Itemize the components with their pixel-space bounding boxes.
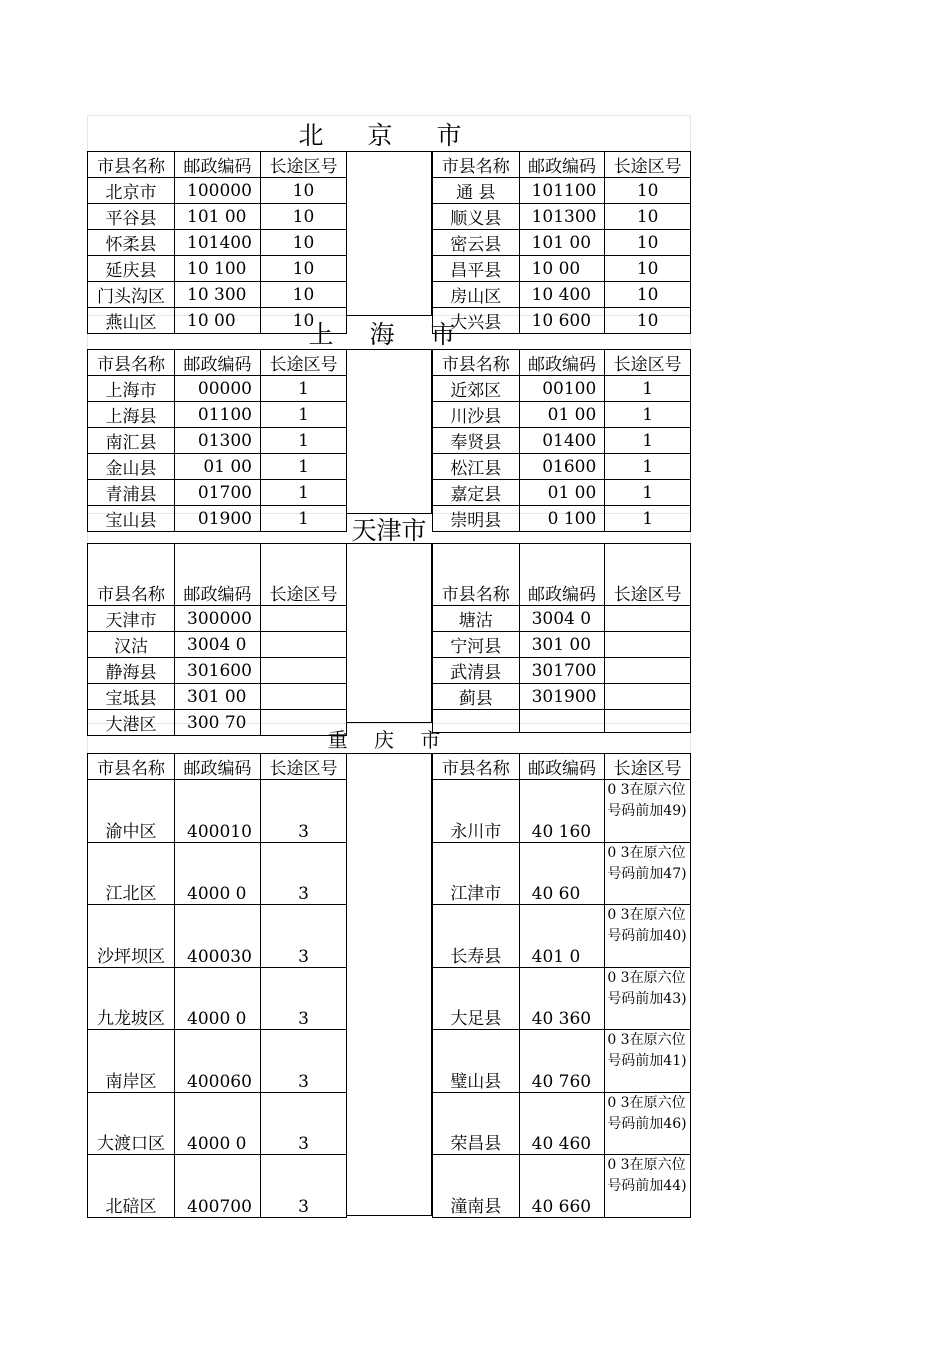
area-name-cell: 密云县 — [433, 230, 520, 256]
postal-code-cell: 401 0 — [519, 905, 605, 968]
beijing-left-table — [87, 151, 347, 334]
area-name-cell: 川沙县 — [433, 402, 520, 428]
header-row — [88, 152, 347, 178]
postal-code-cell: 3004 0 — [519, 606, 605, 632]
area-code-cell: 0 3在原六位号码前加41) — [605, 1030, 691, 1093]
table-row — [433, 1155, 691, 1218]
table-row — [433, 710, 691, 733]
table-row — [433, 606, 691, 632]
postal-code-cell: 0 100 — [519, 506, 605, 532]
area-code-cell — [605, 632, 691, 658]
area-name-cell: 璧山县 — [433, 1030, 520, 1093]
column-header: 市县名称 — [433, 152, 520, 178]
postal-code-cell: 40 360 — [519, 967, 605, 1030]
area-name-cell: 宝山县 — [88, 506, 175, 532]
area-code-cell: 0 3在原六位号码前加49) — [605, 780, 691, 843]
area-code-cell: 1 — [261, 454, 347, 480]
postal-code-cell: 301 00 — [175, 684, 261, 710]
beijing-right-table — [432, 151, 691, 334]
area-code-cell: 1 — [261, 428, 347, 454]
postal-code-cell: 400060 — [175, 1030, 261, 1093]
area-name-cell: 江北区 — [88, 842, 175, 905]
postal-code-cell: 400010 — [175, 780, 261, 843]
table-row — [433, 376, 691, 402]
postal-code-cell: 01900 — [175, 506, 261, 532]
postal-code-cell: 01 00 — [175, 454, 261, 480]
area-code-cell: 10 — [605, 204, 691, 230]
area-code-cell — [605, 606, 691, 632]
table-row — [88, 376, 347, 402]
table-row — [433, 905, 691, 968]
postal-code-cell: 01400 — [519, 428, 605, 454]
postal-code-cell: 300000 — [175, 606, 261, 632]
header-row — [88, 754, 347, 780]
area-code-cell: 0 3在原六位号码前加46) — [605, 1092, 691, 1155]
area-code-cell: 10 — [605, 178, 691, 204]
area-name-cell: 北京市 — [88, 178, 175, 204]
column-header: 长途区号 — [261, 544, 347, 606]
postal-code-cell: 101300 — [519, 204, 605, 230]
table-row — [88, 1030, 347, 1093]
header-row — [88, 544, 347, 606]
postal-code-cell: 00000 — [175, 376, 261, 402]
area-code-cell: 3 — [261, 1155, 347, 1218]
column-header: 邮政编码 — [519, 350, 605, 376]
header-row — [88, 350, 347, 376]
column-header: 邮政编码 — [175, 544, 261, 606]
postal-code-cell: 40 160 — [519, 780, 605, 843]
area-name-cell: 大兴县 — [433, 308, 520, 334]
postal-code-cell: 10 400 — [519, 282, 605, 308]
postal-code-cell: 301900 — [519, 684, 605, 710]
area-name-cell: 永川市 — [433, 780, 520, 843]
postal-code-cell: 40 460 — [519, 1092, 605, 1155]
area-code-cell: 1 — [605, 454, 691, 480]
postal-code-cell: 4000 0 — [175, 967, 261, 1030]
table-row — [433, 780, 691, 843]
area-code-cell: 1 — [261, 376, 347, 402]
shanghai-right-table — [432, 349, 691, 532]
area-code-cell: 1 — [261, 402, 347, 428]
postal-code-cell: 101400 — [175, 230, 261, 256]
area-code-cell: 0 3在原六位号码前加47) — [605, 842, 691, 905]
area-name-cell: 北碚区 — [88, 1155, 175, 1218]
column-header: 邮政编码 — [175, 350, 261, 376]
divider-column — [346, 543, 432, 723]
column-header: 邮政编码 — [175, 152, 261, 178]
postal-code-cell: 40 660 — [519, 1155, 605, 1218]
tianjin-title: 天津市 — [87, 513, 691, 543]
shanghai-title: 上 海 市 — [87, 315, 691, 349]
postal-code-cell: 400700 — [175, 1155, 261, 1218]
area-name-cell: 上海市 — [88, 376, 175, 402]
column-header: 邮政编码 — [519, 754, 605, 780]
header-row — [433, 544, 691, 606]
postal-code-cell: 4000 0 — [175, 842, 261, 905]
area-name-cell: 上海县 — [88, 402, 175, 428]
table-row — [88, 632, 347, 658]
column-header: 邮政编码 — [175, 754, 261, 780]
table-row — [433, 230, 691, 256]
area-name-cell: 大足县 — [433, 967, 520, 1030]
postal-code-cell: 300 70 — [175, 710, 261, 736]
area-name-cell: 崇明县 — [433, 506, 520, 532]
column-header: 市县名称 — [88, 544, 175, 606]
table-row — [88, 1155, 347, 1218]
header-row — [433, 152, 691, 178]
area-code-cell: 10 — [261, 230, 347, 256]
area-name-cell: 渝中区 — [88, 780, 175, 843]
tianjin-right-table — [432, 543, 691, 733]
table-row — [433, 632, 691, 658]
postal-code-cell: 301 00 — [519, 632, 605, 658]
table-row — [433, 178, 691, 204]
area-code-cell: 10 — [605, 256, 691, 282]
table-row — [88, 428, 347, 454]
area-code-cell — [605, 658, 691, 684]
area-code-cell: 1 — [261, 480, 347, 506]
area-name-cell: 金山县 — [88, 454, 175, 480]
table-row — [433, 428, 691, 454]
area-name-cell: 顺义县 — [433, 204, 520, 230]
postal-code-cell: 10 300 — [175, 282, 261, 308]
area-code-cell: 0 3在原六位号码前加43) — [605, 967, 691, 1030]
area-code-cell — [261, 684, 347, 710]
postal-code-cell: 01700 — [175, 480, 261, 506]
postal-code-cell: 301600 — [175, 658, 261, 684]
table-row — [88, 454, 347, 480]
postal-code-cell: 400030 — [175, 905, 261, 968]
column-header: 邮政编码 — [519, 544, 605, 606]
postal-code-cell: 10 00 — [519, 256, 605, 282]
table-row — [88, 480, 347, 506]
table-row — [88, 282, 347, 308]
postal-code-cell: 40 60 — [519, 842, 605, 905]
table-row — [88, 710, 347, 736]
area-code-cell: 1 — [605, 428, 691, 454]
area-name-cell: 荣昌县 — [433, 1092, 520, 1155]
table-row — [433, 506, 691, 532]
table-row — [433, 204, 691, 230]
area-name-cell: 塘沽 — [433, 606, 520, 632]
area-name-cell: 南汇县 — [88, 428, 175, 454]
postal-code-cell: 10 00 — [175, 308, 261, 334]
area-code-cell: 0 3在原六位号码前加40) — [605, 905, 691, 968]
table-row — [433, 308, 691, 334]
area-code-cell: 3 — [261, 780, 347, 843]
area-name-cell: 燕山区 — [88, 308, 175, 334]
header-row — [433, 350, 691, 376]
area-name-cell: 天津市 — [88, 606, 175, 632]
postal-code-cell: 01600 — [519, 454, 605, 480]
area-name-cell: 沙坪坝区 — [88, 905, 175, 968]
table-row — [88, 230, 347, 256]
tianjin-left-table — [87, 543, 347, 736]
area-name-cell: 大港区 — [88, 710, 175, 736]
divider-column — [346, 151, 432, 316]
area-name-cell — [433, 710, 520, 733]
area-name-cell: 静海县 — [88, 658, 175, 684]
table-row — [433, 256, 691, 282]
area-code-cell — [261, 606, 347, 632]
area-name-cell: 九龙坡区 — [88, 967, 175, 1030]
column-header: 市县名称 — [433, 754, 520, 780]
column-header: 长途区号 — [605, 544, 691, 606]
postal-code-cell: 01 00 — [519, 402, 605, 428]
column-header: 长途区号 — [605, 350, 691, 376]
beijing-block — [87, 151, 691, 333]
column-header: 长途区号 — [261, 152, 347, 178]
area-name-cell: 平谷县 — [88, 204, 175, 230]
chongqing-left-table — [87, 753, 347, 1218]
table-row — [88, 204, 347, 230]
column-header: 市县名称 — [433, 350, 520, 376]
table-row — [433, 1030, 691, 1093]
divider-column — [346, 753, 432, 1216]
area-name-cell: 延庆县 — [88, 256, 175, 282]
area-code-cell: 10 — [261, 178, 347, 204]
table-row — [88, 308, 347, 334]
column-header: 市县名称 — [88, 152, 175, 178]
table-row — [433, 1092, 691, 1155]
table-row — [433, 282, 691, 308]
area-code-cell — [261, 658, 347, 684]
column-header: 市县名称 — [88, 754, 175, 780]
area-code-cell: 0 3在原六位号码前加44) — [605, 1155, 691, 1218]
area-name-cell: 江津市 — [433, 842, 520, 905]
area-code-cell: 3 — [261, 967, 347, 1030]
area-code-cell: 10 — [605, 282, 691, 308]
table-row — [88, 606, 347, 632]
area-code-cell: 3 — [261, 1030, 347, 1093]
table-row — [433, 480, 691, 506]
table-row — [433, 967, 691, 1030]
column-header: 市县名称 — [433, 544, 520, 606]
area-code-cell: 1 — [605, 480, 691, 506]
area-code-cell — [605, 684, 691, 710]
table-row — [433, 842, 691, 905]
postal-code-cell: 100000 — [175, 178, 261, 204]
area-name-cell: 近郊区 — [433, 376, 520, 402]
area-code-cell: 1 — [261, 506, 347, 532]
column-header: 长途区号 — [605, 152, 691, 178]
table-row — [88, 842, 347, 905]
table-row — [88, 967, 347, 1030]
column-header: 市县名称 — [88, 350, 175, 376]
area-name-cell: 青浦县 — [88, 480, 175, 506]
chongqing-right-table — [432, 753, 691, 1218]
table-row — [88, 905, 347, 968]
postal-code-cell: 10 600 — [519, 308, 605, 334]
area-name-cell: 通 县 — [433, 178, 520, 204]
postal-code-cell: 10 100 — [175, 256, 261, 282]
area-name-cell: 怀柔县 — [88, 230, 175, 256]
area-name-cell: 南岸区 — [88, 1030, 175, 1093]
table-row — [88, 402, 347, 428]
area-code-cell: 10 — [261, 204, 347, 230]
area-name-cell: 昌平县 — [433, 256, 520, 282]
postal-code-cell: 01300 — [175, 428, 261, 454]
postal-code-cell: 01100 — [175, 402, 261, 428]
area-code-cell: 10 — [605, 230, 691, 256]
area-name-cell: 宝坻县 — [88, 684, 175, 710]
table-row — [433, 684, 691, 710]
table-row — [88, 780, 347, 843]
tianjin-block — [87, 543, 691, 735]
area-name-cell: 松江县 — [433, 454, 520, 480]
table-row — [88, 256, 347, 282]
area-code-cell: 3 — [261, 842, 347, 905]
table-row — [433, 402, 691, 428]
chongqing-title: 重 庆 市 — [87, 723, 691, 753]
postal-code-cell: 101 00 — [175, 204, 261, 230]
header-row — [433, 754, 691, 780]
table-row — [433, 658, 691, 684]
area-name-cell: 武清县 — [433, 658, 520, 684]
postal-code-cell: 01 00 — [519, 480, 605, 506]
area-name-cell: 房山区 — [433, 282, 520, 308]
area-code-cell: 10 — [261, 308, 347, 334]
area-name-cell: 长寿县 — [433, 905, 520, 968]
postal-code-cell: 40 760 — [519, 1030, 605, 1093]
table-row — [88, 658, 347, 684]
postal-code-sheet — [87, 115, 691, 1217]
area-name-cell: 汉沽 — [88, 632, 175, 658]
column-header: 长途区号 — [261, 350, 347, 376]
postal-code-cell: 301700 — [519, 658, 605, 684]
area-name-cell: 宁河县 — [433, 632, 520, 658]
table-row — [88, 684, 347, 710]
table-row — [88, 506, 347, 532]
area-code-cell: 1 — [605, 376, 691, 402]
area-code-cell: 10 — [261, 256, 347, 282]
table-row — [433, 454, 691, 480]
area-code-cell — [605, 710, 691, 733]
table-row — [88, 178, 347, 204]
area-code-cell — [261, 632, 347, 658]
column-header: 长途区号 — [261, 754, 347, 780]
area-name-cell: 门头沟区 — [88, 282, 175, 308]
beijing-title: 北 京 市 — [87, 115, 691, 151]
area-name-cell: 奉贤县 — [433, 428, 520, 454]
postal-code-cell: 00100 — [519, 376, 605, 402]
area-code-cell — [261, 710, 347, 736]
postal-code-cell: 3004 0 — [175, 632, 261, 658]
column-header: 邮政编码 — [519, 152, 605, 178]
area-code-cell: 1 — [605, 506, 691, 532]
postal-code-cell — [519, 710, 605, 733]
table-row — [88, 1092, 347, 1155]
divider-column — [346, 349, 432, 514]
area-code-cell: 1 — [605, 402, 691, 428]
area-name-cell: 潼南县 — [433, 1155, 520, 1218]
area-code-cell: 10 — [605, 308, 691, 334]
chongqing-block — [87, 753, 691, 1217]
postal-code-cell: 101 00 — [519, 230, 605, 256]
area-name-cell: 蓟县 — [433, 684, 520, 710]
postal-code-cell: 4000 0 — [175, 1092, 261, 1155]
area-code-cell: 3 — [261, 905, 347, 968]
area-name-cell: 大渡口区 — [88, 1092, 175, 1155]
column-header: 长途区号 — [605, 754, 691, 780]
area-name-cell: 嘉定县 — [433, 480, 520, 506]
area-code-cell: 3 — [261, 1092, 347, 1155]
postal-code-cell: 101100 — [519, 178, 605, 204]
area-code-cell: 10 — [261, 282, 347, 308]
shanghai-left-table — [87, 349, 347, 532]
